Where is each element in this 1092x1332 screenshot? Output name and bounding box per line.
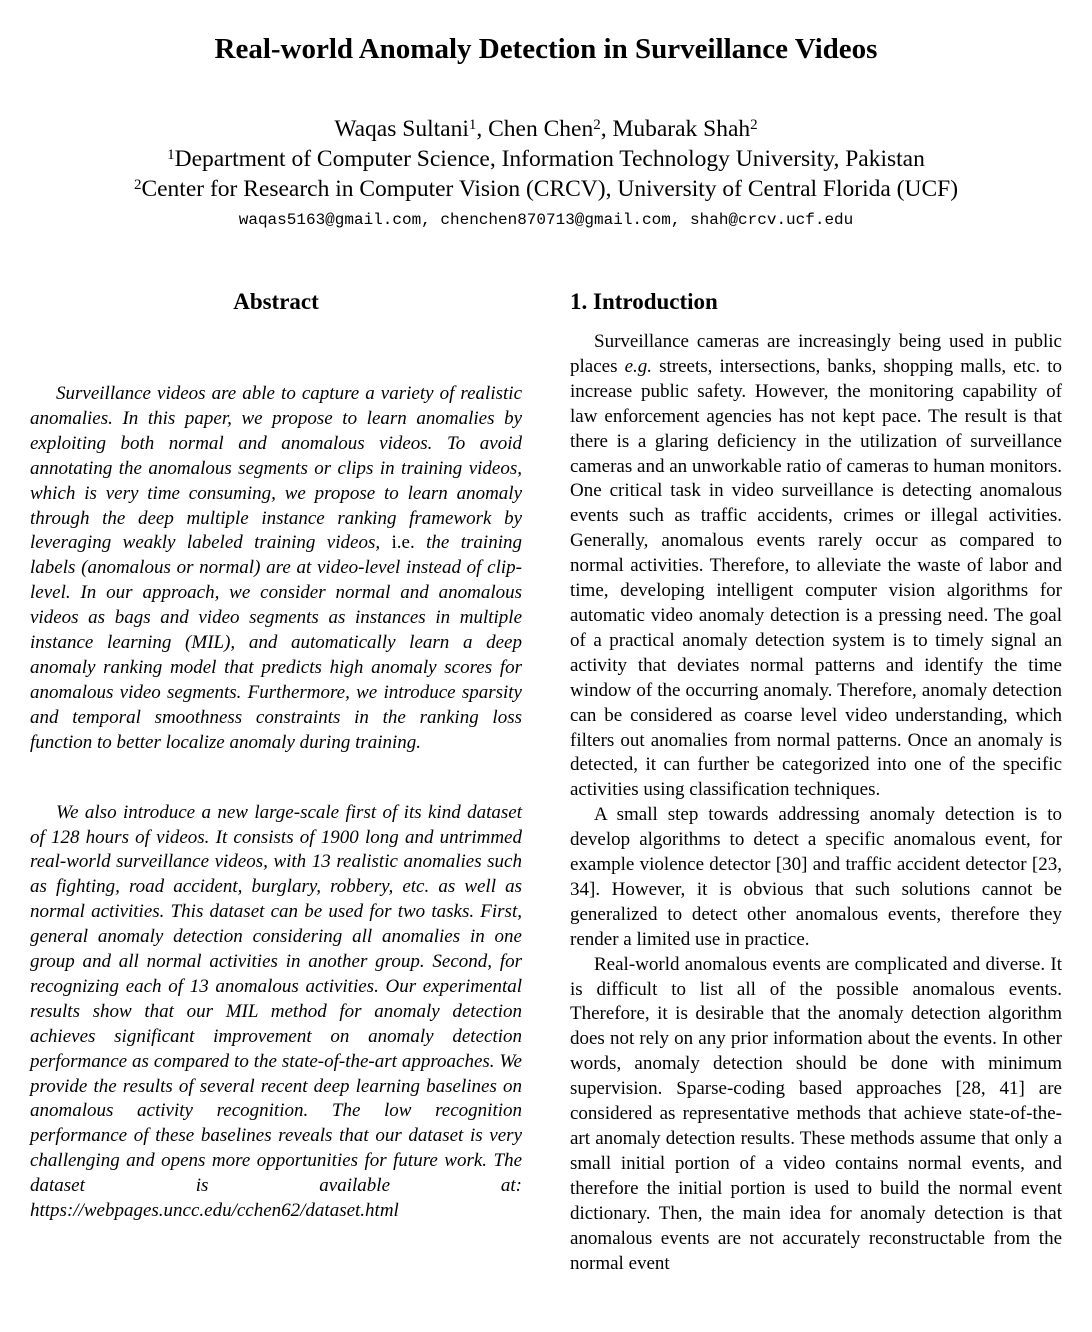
affiliation-text: Department of Computer Science, Information Technology University, Pakistan [174, 146, 925, 172]
author-separator: , [600, 116, 613, 142]
left-column [30, 286, 522, 1224]
intro-eg: e.g. [624, 355, 652, 377]
author-line [0, 114, 1092, 144]
author-name: Mubarak Shah [612, 116, 751, 142]
intro-text: streets, intersections, banks, shopping malls, etc. to increase public safety. However, the monitoring capability of law enforcement agencies has not kept pace. The result is that there is a glaring deficiency in the utilization of surveillance cameras and an unworkable ratio of cameras to human monitors. One critical task in video surveillance is detecting anomalous events such as traffic accidents, crimes or illegal activities. Generally, anomalous events rarely occur as compared to normal activities. Therefore, to alleviate the waste of labor and time, developing intelligent computer vision algorithms for automatic video anomaly detection is a pressing need. The goal of a practical anomaly detection system is to timely signal an activity that deviates normal patterns and identify the time window of the occurring anomaly. Therefore, anomaly detection can be considered as coarse level video understanding, which filters out anomalies from normal patterns. Once an anomaly is detected, it can further be categorized into one of the specific activities using classification techniques. [570, 355, 1062, 801]
abstract-paragraph-2: We also introduce a new large-scale first of its kind dataset of 128 hours of videos. It consists of 1900 long and untrimmed real-world surveillance videos, with 13 realistic anomalies such as fighting, road accident, burglary, robbery, etc. as well as normal activities. This dataset can be used for two tasks. First, general anomaly detection considering all anomalies in one group and all normal activities in another group. Second, for recognizing each of 13 anomalous activities. Our experimental results show that our MIL method for anomaly detection achieves significant improvement on anomaly detection performance as compared to the state-of-the-art approaches. We provide the results of several recent deep learning baselines on anomalous activity recognition. The low recognition performance of these baselines reveals that our dataset is very challenging and opens more opportunities for future work. The dataset is available at: https://webpages.uncc.edu/cchen62/dataset.html [30, 801, 522, 1222]
abstract-ie: i.e. [391, 532, 415, 554]
author-separator: , [476, 116, 489, 142]
introduction-paragraph-2: A small step towards addressing anomaly detection is to develop algorithms to detect a specific anomalous event, for example violence detector [30] and traffic accident detector [23, 34]. However, it is obvious that such solutions cannot be generalized to detect other anomalous events, therefore they render a limited use in practice. [570, 804, 1062, 950]
introduction-paragraph-1 [570, 330, 1062, 803]
affiliation-line [0, 174, 1092, 204]
abstract-text: Surveillance videos are able to capture a variety of realistic anomalies. In this paper, we propose to learn anomalies by exploiting both normal and anomalous videos. To avoid annotating the anomalous segments or clips in training videos, which is very time consuming, we propose to learn anomaly through the deep multiple instance ranking framework by leveraging weakly labeled training videos, [30, 383, 522, 554]
abstract-text: the training labels (anomalous or normal) are at video-level instead of clip-level. In our approach, we consider normal and anomalous videos as bags and video segments as instances in multiple instance learning (MIL), and automatically learn a deep anomaly ranking model that predicts high anomaly scores for anomalous video segments. Furthermore, we introduce sparsity and temporal smoothness constraints in the ranking loss function to better localize anomaly during training. [30, 532, 522, 753]
author-emails: waqas5163@gmail.com, chenchen870713@gmail.com, shah@crcv.ucf.edu [238, 211, 854, 229]
introduction-paragraph-3: Real-world anomalous events are complicated and diverse. It is difficult to list all of the possible anomalous events. Therefore, it is desirable that the anomaly detection algorithm does not rely on any prior information about the events. In other words, anomaly detection should be done with minimum supervision. Sparse-coding based approaches [28, 41] are considered as representative methods that achieve state-of-the-art anomaly detection results. These methods assume that only a small initial portion of a video contains normal events, and therefore the initial portion is used to build the normal event dictionary. Then, the main idea for anomaly detection is that anomalous events are not accurately reconstructable from the normal event [570, 953, 1062, 1274]
introduction-heading: 1. Introduction [570, 289, 718, 314]
affiliation-text: Center for Research in Computer Vision (CRCV), University of Central Florida (UCF) [141, 176, 959, 202]
author-block [0, 114, 1092, 204]
intro-text: Surveillance cameras are increasingly being used in public places [570, 331, 1062, 377]
affiliation-mark: 2 [133, 177, 142, 193]
author-name: Waqas Sultani [334, 116, 469, 142]
abstract-paragraph-1 [30, 382, 522, 756]
affiliation-mark: 1 [167, 147, 175, 163]
author-name: Chen Chen [488, 116, 594, 142]
abstract-heading: Abstract [233, 289, 319, 314]
author-affiliation-mark: 2 [593, 117, 601, 133]
affiliation-line [0, 144, 1092, 174]
right-column [570, 286, 1062, 1276]
paper-title: Real-world Anomaly Detection in Surveillance Videos [214, 33, 878, 65]
author-affiliation-mark: 2 [750, 117, 758, 133]
author-affiliation-mark: 1 [468, 117, 477, 133]
